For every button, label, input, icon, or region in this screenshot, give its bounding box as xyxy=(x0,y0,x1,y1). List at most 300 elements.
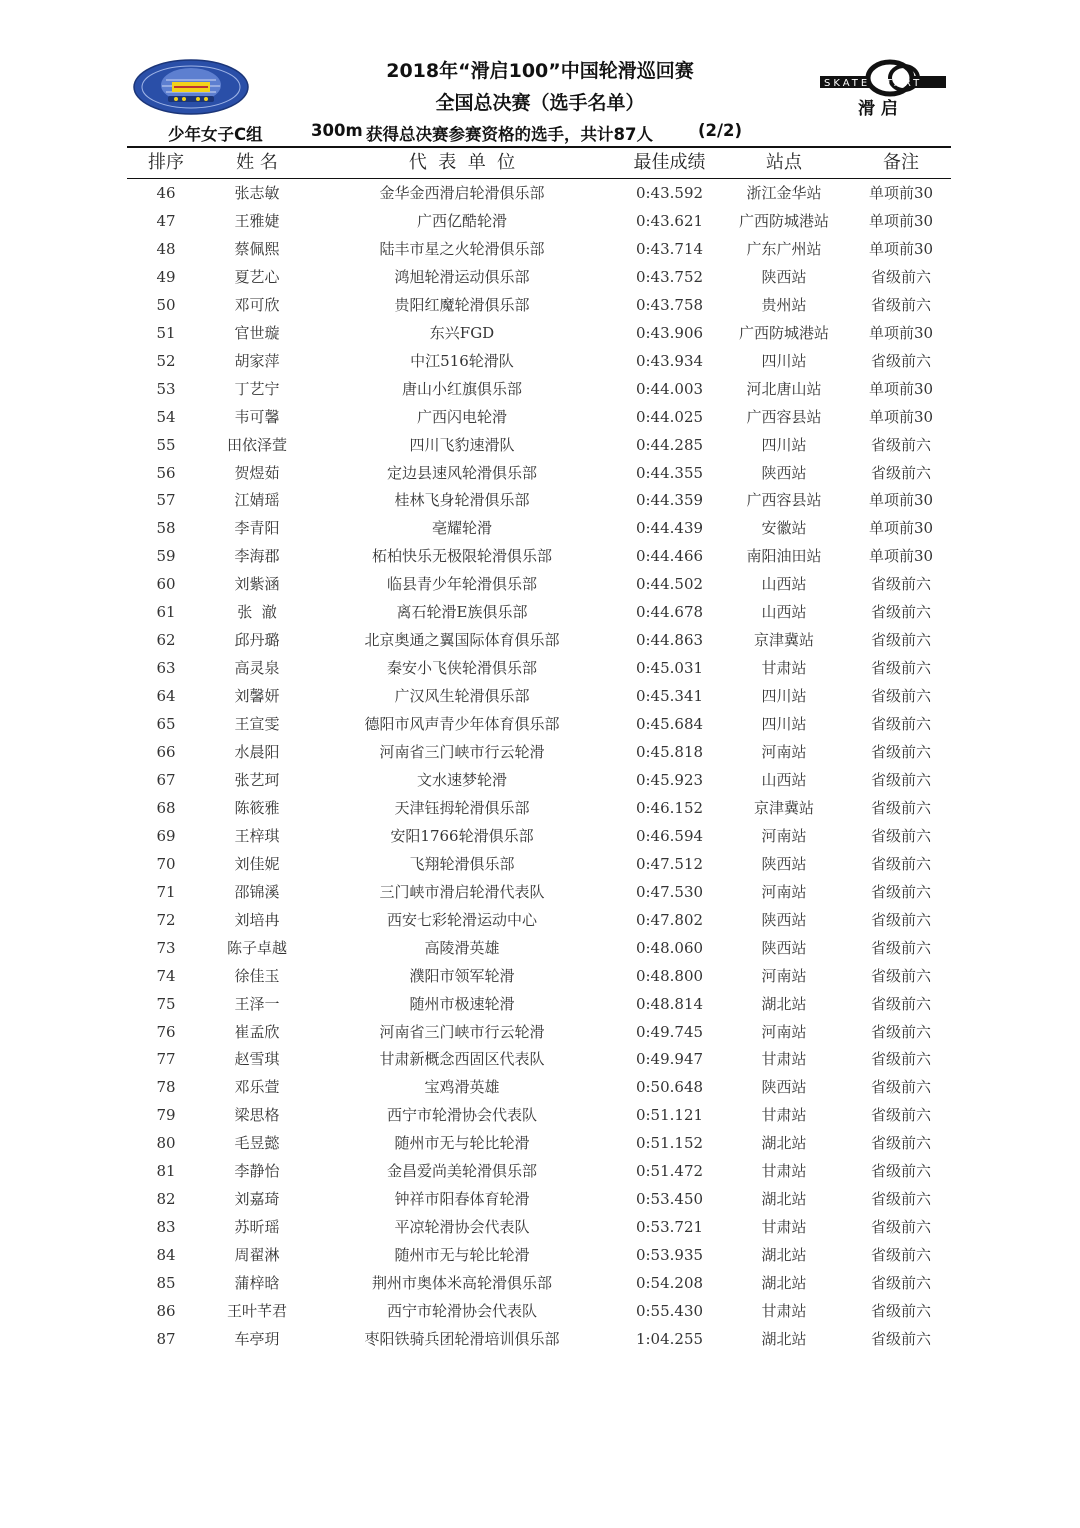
time-cell: 0:44.359 xyxy=(635,491,704,510)
note-cell: 省级前六 xyxy=(870,966,931,985)
club-cell: 西安七彩轮滑运动中心 xyxy=(386,910,537,929)
time-cell: 0:53.935 xyxy=(635,1246,704,1265)
name-cell: 王梓琪 xyxy=(234,826,280,845)
name-cell: 刘培冉 xyxy=(234,910,280,929)
rank-cell: 57 xyxy=(156,491,176,510)
rank-cell: 70 xyxy=(156,854,176,873)
rank-cell: 46 xyxy=(156,184,176,202)
time-cell: 0:44.502 xyxy=(635,575,704,594)
time-cell: 0:45.818 xyxy=(635,743,704,761)
time-cell: 0:45.031 xyxy=(635,659,704,678)
table-row xyxy=(127,431,951,459)
table-row xyxy=(127,598,951,626)
rank-cell: 85 xyxy=(156,1274,176,1293)
table-row xyxy=(127,878,951,906)
table-row xyxy=(127,1297,951,1325)
rank-cell: 82 xyxy=(156,1190,176,1209)
club-cell: 西宁市轮滑协会代表队 xyxy=(386,1302,537,1320)
site-cell: 陕西站 xyxy=(761,854,807,873)
club-cell: 定边县速风轮滑俱乐部 xyxy=(386,463,537,482)
note-cell: 单项前30 xyxy=(868,239,934,258)
site-cell: 甘肃站 xyxy=(761,659,807,678)
table-row xyxy=(127,1045,951,1073)
column-header-note: 备注 xyxy=(883,152,919,173)
site-cell: 河南站 xyxy=(761,826,807,845)
site-cell: 广东广州站 xyxy=(746,239,822,258)
table-row xyxy=(127,1185,951,1213)
rank-cell: 80 xyxy=(156,1134,176,1153)
rank-cell: 64 xyxy=(156,687,176,706)
site-cell: 湖北站 xyxy=(761,1246,807,1265)
note-cell: 省级前六 xyxy=(870,854,931,873)
table-row xyxy=(127,291,951,319)
time-cell: 0:48.800 xyxy=(635,966,704,985)
note-cell: 省级前六 xyxy=(870,882,931,901)
time-cell: 0:43.758 xyxy=(635,295,704,314)
time-cell: 0:45.923 xyxy=(635,770,704,789)
name-cell: 水晨阳 xyxy=(234,743,280,761)
club-cell: 桂林飞身轮滑俱乐部 xyxy=(394,491,530,510)
name-cell: 赵雪琪 xyxy=(234,1050,280,1069)
note-cell: 省级前六 xyxy=(870,687,931,706)
site-cell: 安徽站 xyxy=(761,519,807,538)
time-cell: 0:43.906 xyxy=(635,323,704,342)
site-cell: 广西防城港站 xyxy=(738,211,829,230)
note-cell: 单项前30 xyxy=(868,184,934,202)
time-cell: 0:49.745 xyxy=(635,1022,704,1041)
site-cell: 河南站 xyxy=(761,882,807,901)
site-cell: 湖北站 xyxy=(761,1190,807,1209)
club-cell: 陆丰市星之火轮滑俱乐部 xyxy=(379,239,545,258)
rank-cell: 87 xyxy=(156,1329,176,1348)
note-cell: 省级前六 xyxy=(870,1218,931,1237)
name-cell: 车亭玥 xyxy=(234,1329,280,1348)
name-cell: 刘佳妮 xyxy=(234,854,280,873)
name-cell: 梁思格 xyxy=(234,1106,280,1125)
table-row xyxy=(127,570,951,598)
name-cell: 邵锦溪 xyxy=(234,882,280,901)
site-cell: 甘肃站 xyxy=(761,1302,807,1320)
time-cell: 0:48.814 xyxy=(635,994,704,1013)
time-cell: 0:44.439 xyxy=(635,519,704,538)
club-cell: 甘肃新概念西固区代表队 xyxy=(379,1050,545,1069)
time-cell: 0:44.466 xyxy=(635,547,704,566)
time-cell: 0:45.341 xyxy=(635,687,704,706)
table-row xyxy=(127,1018,951,1046)
name-cell: 丁艺宁 xyxy=(234,379,280,398)
rank-cell: 69 xyxy=(156,826,176,845)
club-cell: 安阳1766轮滑俱乐部 xyxy=(390,826,534,845)
note-cell: 省级前六 xyxy=(870,1329,931,1348)
table-row xyxy=(127,906,951,934)
time-cell: 0:48.060 xyxy=(635,938,704,957)
note-cell: 省级前六 xyxy=(870,1050,931,1069)
club-cell: 河南省三门峡市行云轮滑 xyxy=(379,1022,545,1041)
club-cell: 广西闪电轮滑 xyxy=(416,407,507,426)
club-cell: 离石轮滑E族俱乐部 xyxy=(396,603,528,622)
site-cell: 山西站 xyxy=(761,603,807,622)
time-cell: 0:44.678 xyxy=(635,603,704,622)
name-cell: 周翟淋 xyxy=(234,1246,280,1265)
club-cell: 濮阳市领军轮滑 xyxy=(409,966,515,985)
site-cell: 广西防城港站 xyxy=(738,323,829,342)
rank-cell: 60 xyxy=(156,575,176,594)
site-cell: 浙江金华站 xyxy=(746,184,822,202)
distance-label: 300m xyxy=(311,121,363,140)
site-cell: 湖北站 xyxy=(761,1134,807,1153)
note-cell: 单项前30 xyxy=(868,519,934,538)
site-cell: 陕西站 xyxy=(761,1078,807,1097)
site-cell: 四川站 xyxy=(761,351,807,370)
club-cell: 四川飞豹速滑队 xyxy=(409,435,515,454)
name-cell: 苏昕瑶 xyxy=(234,1218,280,1237)
time-cell: 0:51.121 xyxy=(635,1106,704,1125)
club-cell: 东兴FGD xyxy=(429,323,495,342)
rank-cell: 83 xyxy=(156,1218,176,1237)
rank-cell: 52 xyxy=(156,351,176,370)
time-cell: 0:47.530 xyxy=(635,882,704,901)
note-cell: 省级前六 xyxy=(870,1078,931,1097)
club-cell: 河南省三门峡市行云轮滑 xyxy=(379,743,545,761)
rank-cell: 81 xyxy=(156,1162,176,1181)
rank-cell: 53 xyxy=(156,379,176,398)
table-row xyxy=(127,207,951,235)
club-cell: 秦安小飞侠轮滑俱乐部 xyxy=(386,659,537,678)
time-cell: 0:44.285 xyxy=(635,435,704,454)
name-cell: 李静怡 xyxy=(234,1162,280,1181)
header-top-rule xyxy=(127,146,951,148)
club-cell: 随州市无与轮比轮滑 xyxy=(394,1134,530,1153)
rank-cell: 74 xyxy=(156,966,176,985)
time-cell: 0:44.003 xyxy=(635,379,704,398)
rank-cell: 75 xyxy=(156,994,176,1013)
rank-cell: 72 xyxy=(156,910,176,929)
column-header-best-time: 最佳成绩 xyxy=(633,152,706,173)
site-cell: 甘肃站 xyxy=(761,1218,807,1237)
note-cell: 省级前六 xyxy=(870,798,931,817)
rank-cell: 59 xyxy=(156,547,176,566)
note-cell: 省级前六 xyxy=(870,1162,931,1181)
club-cell: 天津钰拇轮滑俱乐部 xyxy=(394,798,530,817)
note-cell: 省级前六 xyxy=(870,659,931,678)
time-cell: 0:43.714 xyxy=(635,239,704,258)
table-row xyxy=(127,738,951,766)
note-cell: 单项前30 xyxy=(868,211,934,230)
rank-cell: 63 xyxy=(156,659,176,678)
note-cell: 省级前六 xyxy=(870,631,931,650)
qualification-description: 获得总决赛参赛资格的选手，共计87人 xyxy=(366,125,653,144)
note-cell: 单项前30 xyxy=(868,379,934,398)
site-cell: 贵州站 xyxy=(761,295,807,314)
club-cell: 随州市极速轮滑 xyxy=(409,994,515,1013)
note-cell: 省级前六 xyxy=(870,994,931,1013)
site-cell: 湖北站 xyxy=(761,994,807,1013)
name-cell: 刘馨妍 xyxy=(234,687,280,706)
rank-cell: 86 xyxy=(156,1302,176,1320)
page-title: 2018年“滑启100”中国轮滑巡回赛 xyxy=(386,60,694,82)
name-cell: 王泽一 xyxy=(234,994,280,1013)
table-row xyxy=(127,962,951,990)
club-cell: 柘柏快乐无极限轮滑俱乐部 xyxy=(371,547,552,566)
club-cell: 临县青少年轮滑俱乐部 xyxy=(386,575,537,594)
club-cell: 宝鸡滑英雄 xyxy=(424,1078,500,1097)
site-cell: 四川站 xyxy=(761,687,807,706)
rank-cell: 78 xyxy=(156,1078,176,1097)
name-cell: 蔡佩熙 xyxy=(234,239,280,258)
name-cell: 夏艺心 xyxy=(234,267,280,286)
table-row xyxy=(127,486,951,514)
note-cell: 省级前六 xyxy=(870,1134,931,1153)
table-row xyxy=(127,850,951,878)
rank-cell: 58 xyxy=(156,519,176,538)
note-cell: 省级前六 xyxy=(870,938,931,957)
note-cell: 省级前六 xyxy=(870,295,931,314)
table-row xyxy=(127,1241,951,1269)
rank-cell: 62 xyxy=(156,631,176,650)
table-row xyxy=(127,1269,951,1297)
club-cell: 钟祥市阳春体育轮滑 xyxy=(394,1190,530,1209)
page-subtitle: 全国总决赛（选手名单） xyxy=(435,92,645,114)
site-cell: 甘肃站 xyxy=(761,1050,807,1069)
table-row xyxy=(127,1157,951,1185)
club-cell: 鸿旭轮滑运动俱乐部 xyxy=(394,267,530,286)
name-cell: 徐佳玉 xyxy=(234,966,280,985)
time-cell: 0:47.802 xyxy=(635,910,704,929)
note-cell: 省级前六 xyxy=(870,1106,931,1125)
table-row xyxy=(127,1129,951,1157)
club-cell: 金昌爱尚美轮滑俱乐部 xyxy=(386,1162,537,1181)
site-cell: 河北唐山站 xyxy=(746,379,822,398)
note-cell: 省级前六 xyxy=(870,1302,931,1320)
rank-cell: 73 xyxy=(156,938,176,957)
site-cell: 河南站 xyxy=(761,743,807,761)
time-cell: 0:45.684 xyxy=(635,715,704,734)
note-cell: 省级前六 xyxy=(870,826,931,845)
site-cell: 陕西站 xyxy=(761,938,807,957)
rank-cell: 56 xyxy=(156,463,176,482)
table-row xyxy=(127,235,951,263)
note-cell: 单项前30 xyxy=(868,407,934,426)
name-cell: 刘嘉琦 xyxy=(234,1190,280,1209)
time-cell: 0:51.152 xyxy=(635,1134,704,1153)
name-cell: 毛昱懿 xyxy=(234,1134,280,1153)
time-cell: 1:04.255 xyxy=(635,1329,704,1348)
time-cell: 0:55.430 xyxy=(635,1302,704,1320)
name-cell: 李青阳 xyxy=(234,519,280,538)
group-label: 少年女子C组 xyxy=(168,125,263,144)
name-cell: 韦可馨 xyxy=(234,407,280,426)
time-cell: 0:44.025 xyxy=(635,407,704,426)
note-cell: 单项前30 xyxy=(868,491,934,510)
name-cell: 邱丹璐 xyxy=(234,631,280,650)
site-cell: 南阳油田站 xyxy=(746,547,822,566)
club-cell: 文水速梦轮滑 xyxy=(416,770,507,789)
table-row xyxy=(127,542,951,570)
table-row xyxy=(127,263,951,291)
table-row xyxy=(127,766,951,794)
site-cell: 山西站 xyxy=(761,575,807,594)
table-row xyxy=(127,822,951,850)
club-cell: 飞翔轮滑俱乐部 xyxy=(409,854,515,873)
table-row xyxy=(127,319,951,347)
name-cell: 李海郡 xyxy=(234,547,280,566)
note-cell: 省级前六 xyxy=(870,743,931,761)
table-row xyxy=(127,626,951,654)
time-cell: 0:54.208 xyxy=(635,1274,704,1293)
table-row xyxy=(127,654,951,682)
club-cell: 随州市无与轮比轮滑 xyxy=(394,1246,530,1265)
note-cell: 单项前30 xyxy=(868,547,934,566)
table-row xyxy=(127,990,951,1018)
time-cell: 0:50.648 xyxy=(635,1078,704,1097)
time-cell: 0:46.152 xyxy=(635,798,704,817)
name-cell: 张艺珂 xyxy=(234,770,280,789)
table-row xyxy=(127,179,951,207)
name-cell: 陈子卓越 xyxy=(226,938,287,957)
name-cell: 张志敏 xyxy=(234,184,280,202)
note-cell: 单项前30 xyxy=(868,323,934,342)
time-cell: 0:43.621 xyxy=(635,211,704,230)
club-cell: 唐山小红旗俱乐部 xyxy=(401,379,522,398)
club-cell: 枣阳铁骑兵团轮滑培训俱乐部 xyxy=(364,1329,560,1348)
table-row xyxy=(127,403,951,431)
note-cell: 省级前六 xyxy=(870,267,931,286)
note-cell: 省级前六 xyxy=(870,910,931,929)
name-cell: 王叶芊君 xyxy=(226,1302,287,1320)
club-cell: 金华金西滑启轮滑俱乐部 xyxy=(379,184,545,202)
time-cell: 0:44.355 xyxy=(635,463,704,482)
rank-cell: 68 xyxy=(156,798,176,817)
note-cell: 省级前六 xyxy=(870,770,931,789)
time-cell: 0:43.752 xyxy=(635,267,704,286)
table-row xyxy=(127,347,951,375)
site-cell: 甘肃站 xyxy=(761,1106,807,1125)
time-cell: 0:46.594 xyxy=(635,826,704,845)
name-cell: 田依泽萱 xyxy=(226,435,287,454)
note-cell: 省级前六 xyxy=(870,575,931,594)
rank-cell: 54 xyxy=(156,407,176,426)
time-cell: 0:49.947 xyxy=(635,1050,704,1069)
table-row xyxy=(127,375,951,403)
rank-cell: 66 xyxy=(156,743,176,761)
site-cell: 陕西站 xyxy=(761,463,807,482)
rank-cell: 49 xyxy=(156,267,176,286)
table-row xyxy=(127,459,951,487)
note-cell: 省级前六 xyxy=(870,435,931,454)
site-cell: 广西容县站 xyxy=(746,407,822,426)
column-header-club: 代 表 单 位 xyxy=(408,152,516,173)
table-row xyxy=(127,1325,951,1353)
time-cell: 0:43.592 xyxy=(635,184,704,202)
rank-cell: 50 xyxy=(156,295,176,314)
note-cell: 省级前六 xyxy=(870,1190,931,1209)
rank-cell: 48 xyxy=(156,239,176,258)
time-cell: 0:43.934 xyxy=(635,351,704,370)
site-cell: 甘肃站 xyxy=(761,1162,807,1181)
table-row xyxy=(127,1101,951,1129)
note-cell: 省级前六 xyxy=(870,715,931,734)
name-cell: 蒲梓晗 xyxy=(234,1274,280,1293)
table-row xyxy=(127,710,951,738)
site-cell: 陕西站 xyxy=(761,910,807,929)
rank-cell: 47 xyxy=(156,211,176,230)
table-row xyxy=(127,514,951,542)
time-cell: 0:44.863 xyxy=(635,631,704,650)
note-cell: 省级前六 xyxy=(870,1274,931,1293)
table-row xyxy=(127,1213,951,1241)
name-cell: 崔孟欣 xyxy=(234,1022,280,1041)
site-cell: 山西站 xyxy=(761,770,807,789)
site-cell: 河南站 xyxy=(761,1022,807,1041)
rank-cell: 84 xyxy=(156,1246,176,1265)
site-cell: 四川站 xyxy=(761,435,807,454)
name-cell: 邓可欣 xyxy=(234,295,280,314)
name-cell: 王雅婕 xyxy=(234,211,280,230)
site-cell: 四川站 xyxy=(761,715,807,734)
rank-cell: 71 xyxy=(156,882,176,901)
table-row xyxy=(127,794,951,822)
name-cell: 张 澈 xyxy=(237,603,277,622)
column-header-site: 站点 xyxy=(766,152,802,173)
club-cell: 广西亿酷轮滑 xyxy=(416,211,507,230)
name-cell: 官世璇 xyxy=(234,323,280,342)
logo-cn-text: 滑 启 xyxy=(858,99,898,119)
site-cell: 京津冀站 xyxy=(753,631,814,650)
name-cell: 邓乐萱 xyxy=(234,1078,280,1097)
rank-cell: 77 xyxy=(156,1050,176,1069)
site-cell: 陕西站 xyxy=(761,267,807,286)
rank-cell: 79 xyxy=(156,1106,176,1125)
rank-cell: 65 xyxy=(156,715,176,734)
note-cell: 省级前六 xyxy=(870,1246,931,1265)
name-cell: 陈筱雅 xyxy=(234,798,280,817)
column-header-name: 姓 名 xyxy=(236,152,278,173)
site-cell: 河南站 xyxy=(761,966,807,985)
note-cell: 省级前六 xyxy=(870,351,931,370)
club-cell: 西宁市轮滑协会代表队 xyxy=(386,1106,537,1125)
rank-cell: 61 xyxy=(156,603,176,622)
club-cell: 北京奥通之翼国际体育俱乐部 xyxy=(364,631,560,650)
rank-cell: 67 xyxy=(156,770,176,789)
time-cell: 0:47.512 xyxy=(635,854,704,873)
logo-skate-text: SKATE START xyxy=(824,78,923,89)
club-cell: 广汉风生轮滑俱乐部 xyxy=(394,687,530,706)
note-cell: 省级前六 xyxy=(870,463,931,482)
time-cell: 0:53.721 xyxy=(635,1218,704,1237)
name-cell: 江婧瑶 xyxy=(234,491,280,510)
club-cell: 贵阳红魔轮滑俱乐部 xyxy=(394,295,530,314)
note-cell: 省级前六 xyxy=(870,1022,931,1041)
table-row xyxy=(127,934,951,962)
name-cell: 贺煜茹 xyxy=(234,463,280,482)
site-cell: 京津冀站 xyxy=(753,798,814,817)
name-cell: 王宣雯 xyxy=(234,715,280,734)
note-cell: 省级前六 xyxy=(870,603,931,622)
site-cell: 湖北站 xyxy=(761,1274,807,1293)
name-cell: 刘紫涵 xyxy=(234,575,280,594)
rank-cell: 76 xyxy=(156,1022,176,1041)
club-cell: 三门峡市滑启轮滑代表队 xyxy=(379,882,545,901)
site-cell: 湖北站 xyxy=(761,1329,807,1348)
club-cell: 高陵滑英雄 xyxy=(424,938,500,957)
club-cell: 中江516轮滑队 xyxy=(410,351,514,370)
page-number: (2/2) xyxy=(698,121,743,140)
column-header-rank: 排序 xyxy=(148,152,184,173)
club-cell: 德阳市风声青少年体育俱乐部 xyxy=(364,715,560,734)
time-cell: 0:53.450 xyxy=(635,1190,704,1209)
club-cell: 平凉轮滑协会代表队 xyxy=(394,1218,530,1237)
club-cell: 亳耀轮滑 xyxy=(431,519,492,538)
